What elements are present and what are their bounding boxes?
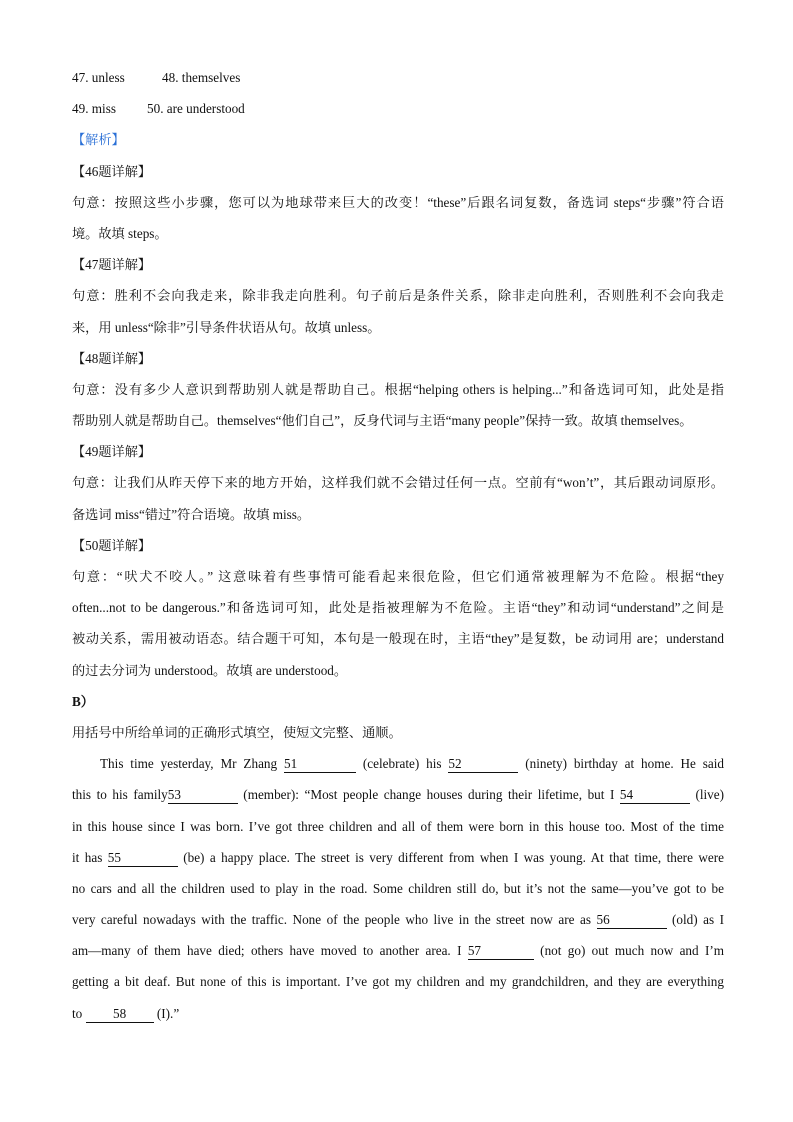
blank-58: 58	[86, 1006, 154, 1023]
passage-text: it has	[72, 849, 108, 865]
q50-line-2: often...not to be dangerous.”和备选词可知，此处是指被理解为不危险。主语“they”和动词“understand”之间是	[72, 600, 724, 616]
q48-line-1: 句意：没有多少人意识到帮助别人就是帮助自己。根据“helping others is helping...”和备选词可知，此处是指	[72, 381, 724, 397]
passage-text: (old) as I	[666, 912, 724, 928]
q49-line-1: 句意：让我们从昨天停下来的地方开始，这样我们就不会错过任何一点。空前有“won’t”，其后跟动词原形。	[72, 475, 724, 491]
passage-line-3: in this house since I was born. I’ve got three children and all of them were born in this house too. Most of the time	[72, 818, 724, 834]
document-page	[72, 62, 724, 1029]
q50-line-3: 被动关系，需用被动语态。结合题干可知，本句是一般现在时，主语“they”是复数，be 动词用 are；understand	[72, 631, 724, 647]
passage-text: to	[72, 1005, 86, 1021]
answer-row-49-50	[72, 93, 724, 124]
passage-text: very careful nowadays with the traffic. None of the people who live in the street now are as	[72, 912, 597, 928]
blank-51: 51	[284, 756, 356, 773]
passage-line-7	[72, 935, 724, 966]
q48-line-2: 帮助别人就是帮助自己。themselves“他们自己”，反身代词与主语“many people”保持一致。故填 themselves。	[72, 413, 693, 429]
answer-47: 47. unless	[72, 70, 125, 85]
blank-53: 53	[168, 787, 238, 804]
q46-line-1: 句意：按照这些小步骤，您可以为地球带来巨大的改变！“these”后跟名词复数，备选词 steps“步骤”符合语	[72, 194, 724, 210]
section-b-label: B）	[72, 693, 94, 709]
passage-line-2	[72, 779, 724, 810]
passage-text: (I).”	[153, 1005, 180, 1021]
passage-text: this to his family	[72, 787, 168, 803]
q46-line-2: 境。故填 steps。	[72, 225, 168, 241]
q47-line-1: 句意：胜利不会向我走来，除非我走向胜利。句子前后是条件关系，除非走向胜利，否则胜利不会向我走	[72, 288, 724, 304]
passage-text: (live)	[689, 787, 725, 803]
q50-line-4: 的过去分词为 understood。故填 are understood。	[72, 662, 348, 678]
blank-52: 52	[448, 756, 518, 773]
passage-line-1	[72, 748, 724, 779]
passage-text: (ninety) birthday at home. He said	[518, 756, 724, 772]
passage-line-9	[72, 998, 724, 1029]
analysis-heading: 【解析】	[72, 132, 125, 148]
blank-56: 56	[597, 912, 667, 929]
section-b-instruction: 用括号中所给单词的正确形式填空，使短文完整、通顺。	[72, 724, 402, 740]
blank-54: 54	[620, 787, 690, 804]
q49-heading: 【49题详解】	[72, 444, 152, 460]
q49-line-2: 备选词 miss“错过”符合语境。故填 miss。	[72, 506, 311, 522]
passage-line-6	[72, 904, 724, 935]
answer-48: 48. themselves	[162, 70, 241, 85]
q47-heading: 【47题详解】	[72, 257, 152, 273]
blank-57: 57	[468, 943, 534, 960]
answer-49: 49. miss	[72, 101, 116, 117]
answer-50: 50. are understood	[147, 101, 245, 117]
q50-heading: 【50题详解】	[72, 537, 152, 553]
passage-line-4	[72, 842, 724, 873]
q50-line-1: 句意：“吠犬不咬人。” 这意味着有些事情可能看起来很危险，但它们通常被理解为不危险。根据“they	[72, 569, 724, 584]
q46-heading: 【46题详解】	[72, 163, 152, 179]
q47-line-2: 来，用 unless“除非”引导条件状语从句。故填 unless。	[72, 319, 381, 335]
passage-text: (be) a happy place. The street is very different from when I was young. At that time, there were	[177, 849, 724, 865]
passage-text: (not go) out much now and I’m	[533, 943, 725, 959]
answer-row-47-48	[72, 62, 724, 93]
blank-55: 55	[108, 850, 178, 867]
passage-text: (celebrate) his	[356, 756, 449, 772]
passage-text: am—many of them have died; others have moved to another area. I	[72, 943, 468, 959]
passage-text: (member): “Most people change houses during their lifetime, but I	[237, 787, 620, 803]
passage-line-8: getting a bit deaf. But none of this is important. I’ve got my children and my grandchildren, and they are everything	[72, 974, 724, 990]
passage-text: This time yesterday, Mr Zhang	[100, 756, 284, 772]
passage-line-5: no cars and all the children used to play in the road. Some children still do, but it’s not the same—you’ve got to be	[72, 880, 724, 896]
q48-heading: 【48题详解】	[72, 350, 152, 366]
